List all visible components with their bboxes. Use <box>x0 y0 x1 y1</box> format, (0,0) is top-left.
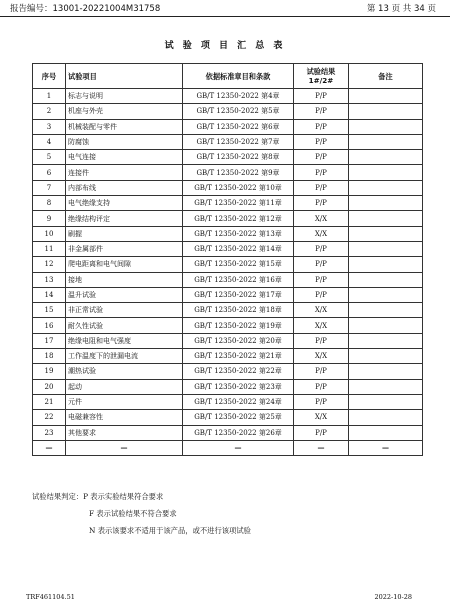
cell-remark <box>349 180 423 195</box>
cell-no: 20 <box>33 379 66 394</box>
cell-no: 16 <box>33 318 66 333</box>
cell-standard: GB/T 12350-2022 第5章 <box>183 104 294 119</box>
page-title: 试 验 项 目 汇 总 表 <box>164 41 286 51</box>
cell-item: 绝缘结构评定 <box>66 211 183 226</box>
cell-result: X/X <box>294 318 349 333</box>
cell-standard: GB/T 12350-2022 第23章 <box>183 379 294 394</box>
cell-result: X/X <box>294 303 349 318</box>
cell-result: P/P <box>294 196 349 211</box>
cell-result: X/X <box>294 349 349 364</box>
cell-result: P/P <box>294 257 349 272</box>
table-row <box>33 410 423 425</box>
cell-no: 3 <box>33 119 66 134</box>
cell-standard: GB/T 12350-2022 第10章 <box>183 180 294 195</box>
cell-no: 18 <box>33 349 66 364</box>
cell-result: P/P <box>294 180 349 195</box>
cell-result: P/P <box>294 364 349 379</box>
cell-item: 其他要求 <box>66 425 183 440</box>
cell-result: P/P <box>294 150 349 165</box>
table-row <box>33 196 423 211</box>
cell-no: 22 <box>33 410 66 425</box>
table-row <box>33 379 423 394</box>
cell-remark <box>349 272 423 287</box>
cell-no: 6 <box>33 165 66 180</box>
form-number: TRF461104.51 <box>26 593 75 601</box>
cell-remark <box>349 196 423 211</box>
cell-no: 5 <box>33 150 66 165</box>
legend-line-pass: 试验结果判定：P 表示实验结果符合要求 <box>32 492 164 501</box>
cell-no: 19 <box>33 364 66 379</box>
cell-remark <box>349 104 423 119</box>
cell-item: 工作温度下的泄漏电流 <box>66 349 183 364</box>
cell-remark <box>349 394 423 409</box>
cell-standard: GB/T 12350-2022 第18章 <box>183 303 294 318</box>
table-row <box>33 89 423 104</box>
table-body <box>33 89 423 456</box>
cell-remark <box>349 119 423 134</box>
cell-item: 连接件 <box>66 165 183 180</box>
cell-result: P/P <box>294 333 349 348</box>
cell-remark <box>349 379 423 394</box>
cell-no: 8 <box>33 196 66 211</box>
table-row <box>33 165 423 180</box>
cell-no: 10 <box>33 226 66 241</box>
report-date: 2022-10-28 <box>374 593 412 601</box>
cell-standard: GB/T 12350-2022 第6章 <box>183 119 294 134</box>
cell-item: 非金属部件 <box>66 241 183 256</box>
result-legend <box>32 488 251 539</box>
cell-no: 9 <box>33 211 66 226</box>
table-row <box>33 425 423 440</box>
table-row <box>33 257 423 272</box>
cell-item: 温升试验 <box>66 287 183 302</box>
table-row <box>33 150 423 165</box>
cell-no-dash: — <box>33 440 66 455</box>
cell-item: 元件 <box>66 394 183 409</box>
cell-item: 潮热试验 <box>66 364 183 379</box>
cell-remark <box>349 257 423 272</box>
cell-remark <box>349 226 423 241</box>
cell-item: 机械装配与零件 <box>66 119 183 134</box>
cell-remark <box>349 211 423 226</box>
cell-standard: GB/T 12350-2022 第16章 <box>183 272 294 287</box>
column-header-no: 序号 <box>33 64 66 89</box>
cell-remark <box>349 410 423 425</box>
cell-result: X/X <box>294 211 349 226</box>
cell-standard: GB/T 12350-2022 第7章 <box>183 134 294 149</box>
column-header-result: 试验结果 1#/2# <box>294 64 349 89</box>
page-indicator: 第 13 页 共 34 页 <box>366 4 436 14</box>
cell-standard: GB/T 12350-2022 第25章 <box>183 410 294 425</box>
cell-no: 21 <box>33 394 66 409</box>
legend-line-fail: F 表示试验结果不符合要求 <box>89 509 177 518</box>
cell-standard: GB/T 12350-2022 第20章 <box>183 333 294 348</box>
cell-no: 4 <box>33 134 66 149</box>
cell-remark <box>349 333 423 348</box>
cell-result: P/P <box>294 89 349 104</box>
cell-remark-dash: — <box>349 440 423 455</box>
cell-item: 内部布线 <box>66 180 183 195</box>
cell-no: 14 <box>33 287 66 302</box>
cell-standard: GB/T 12350-2022 第8章 <box>183 150 294 165</box>
cell-item: 绝缘电阻和电气强度 <box>66 333 183 348</box>
table-row <box>33 333 423 348</box>
cell-item: 电气连接 <box>66 150 183 165</box>
cell-no: 23 <box>33 425 66 440</box>
cell-result: X/X <box>294 226 349 241</box>
cell-item: 刷握 <box>66 226 183 241</box>
cell-item: 接地 <box>66 272 183 287</box>
cell-no: 2 <box>33 104 66 119</box>
cell-item-dash: — <box>66 440 183 455</box>
cell-standard-dash: — <box>183 440 294 455</box>
cell-item: 电气绝缘支持 <box>66 196 183 211</box>
table-row <box>33 364 423 379</box>
cell-remark <box>349 287 423 302</box>
table-row <box>33 303 423 318</box>
cell-result: P/P <box>294 119 349 134</box>
legend-line-na: N 表示该要求不适用于该产品，或不进行该项试验 <box>89 526 251 535</box>
cell-item: 标志与说明 <box>66 89 183 104</box>
cell-item: 非正常试验 <box>66 303 183 318</box>
cell-no: 15 <box>33 303 66 318</box>
cell-remark <box>349 425 423 440</box>
cell-standard: GB/T 12350-2022 第14章 <box>183 241 294 256</box>
cell-no: 1 <box>33 89 66 104</box>
cell-result-dash: — <box>294 440 349 455</box>
cell-item: 起动 <box>66 379 183 394</box>
cell-remark <box>349 318 423 333</box>
table-header-row <box>33 64 423 89</box>
cell-standard: GB/T 12350-2022 第15章 <box>183 257 294 272</box>
cell-no: 7 <box>33 180 66 195</box>
cell-remark <box>349 364 423 379</box>
table-row <box>33 394 423 409</box>
cell-standard: GB/T 12350-2022 第11章 <box>183 196 294 211</box>
cell-standard: GB/T 12350-2022 第17章 <box>183 287 294 302</box>
table-row <box>33 349 423 364</box>
cell-item: 防腐蚀 <box>66 134 183 149</box>
cell-remark <box>349 303 423 318</box>
cell-remark <box>349 165 423 180</box>
cell-result: P/P <box>294 394 349 409</box>
column-header-item: 试验项目 <box>66 64 183 89</box>
table-row <box>33 211 423 226</box>
cell-remark <box>349 134 423 149</box>
cell-no: 12 <box>33 257 66 272</box>
table-row <box>33 287 423 302</box>
cell-no: 13 <box>33 272 66 287</box>
cell-standard: GB/T 12350-2022 第4章 <box>183 89 294 104</box>
cell-standard: GB/T 12350-2022 第12章 <box>183 211 294 226</box>
cell-result: P/P <box>294 104 349 119</box>
cell-standard: GB/T 12350-2022 第13章 <box>183 226 294 241</box>
cell-remark <box>349 349 423 364</box>
cell-result: P/P <box>294 165 349 180</box>
report-number: 报告编号：13001-20221004M31758 <box>10 4 161 14</box>
cell-standard: GB/T 12350-2022 第26章 <box>183 425 294 440</box>
header-divider <box>0 16 450 17</box>
column-header-remark: 备注 <box>349 64 423 89</box>
cell-result: P/P <box>294 272 349 287</box>
table-row <box>33 119 423 134</box>
cell-no: 17 <box>33 333 66 348</box>
cell-standard: GB/T 12350-2022 第24章 <box>183 394 294 409</box>
cell-no: 11 <box>33 241 66 256</box>
cell-remark <box>349 150 423 165</box>
table-row <box>33 226 423 241</box>
table-row <box>33 318 423 333</box>
cell-result: P/P <box>294 379 349 394</box>
cell-result: P/P <box>294 287 349 302</box>
cell-result: P/P <box>294 425 349 440</box>
test-summary-table <box>32 63 423 456</box>
cell-standard: GB/T 12350-2022 第22章 <box>183 364 294 379</box>
cell-remark <box>349 241 423 256</box>
cell-item: 爬电距离和电气间隙 <box>66 257 183 272</box>
table-row <box>33 272 423 287</box>
table-row <box>33 241 423 256</box>
column-header-standard: 依据标准章目和条款 <box>183 64 294 89</box>
cell-result: P/P <box>294 134 349 149</box>
cell-standard: GB/T 12350-2022 第21章 <box>183 349 294 364</box>
cell-remark <box>349 89 423 104</box>
cell-standard: GB/T 12350-2022 第19章 <box>183 318 294 333</box>
cell-result: X/X <box>294 410 349 425</box>
table-row-empty <box>33 440 423 455</box>
table-row <box>33 134 423 149</box>
cell-item: 机座与外壳 <box>66 104 183 119</box>
table-row <box>33 104 423 119</box>
cell-item: 耐久性试验 <box>66 318 183 333</box>
cell-item: 电磁兼容性 <box>66 410 183 425</box>
table-row <box>33 180 423 195</box>
cell-standard: GB/T 12350-2022 第9章 <box>183 165 294 180</box>
cell-result: P/P <box>294 241 349 256</box>
